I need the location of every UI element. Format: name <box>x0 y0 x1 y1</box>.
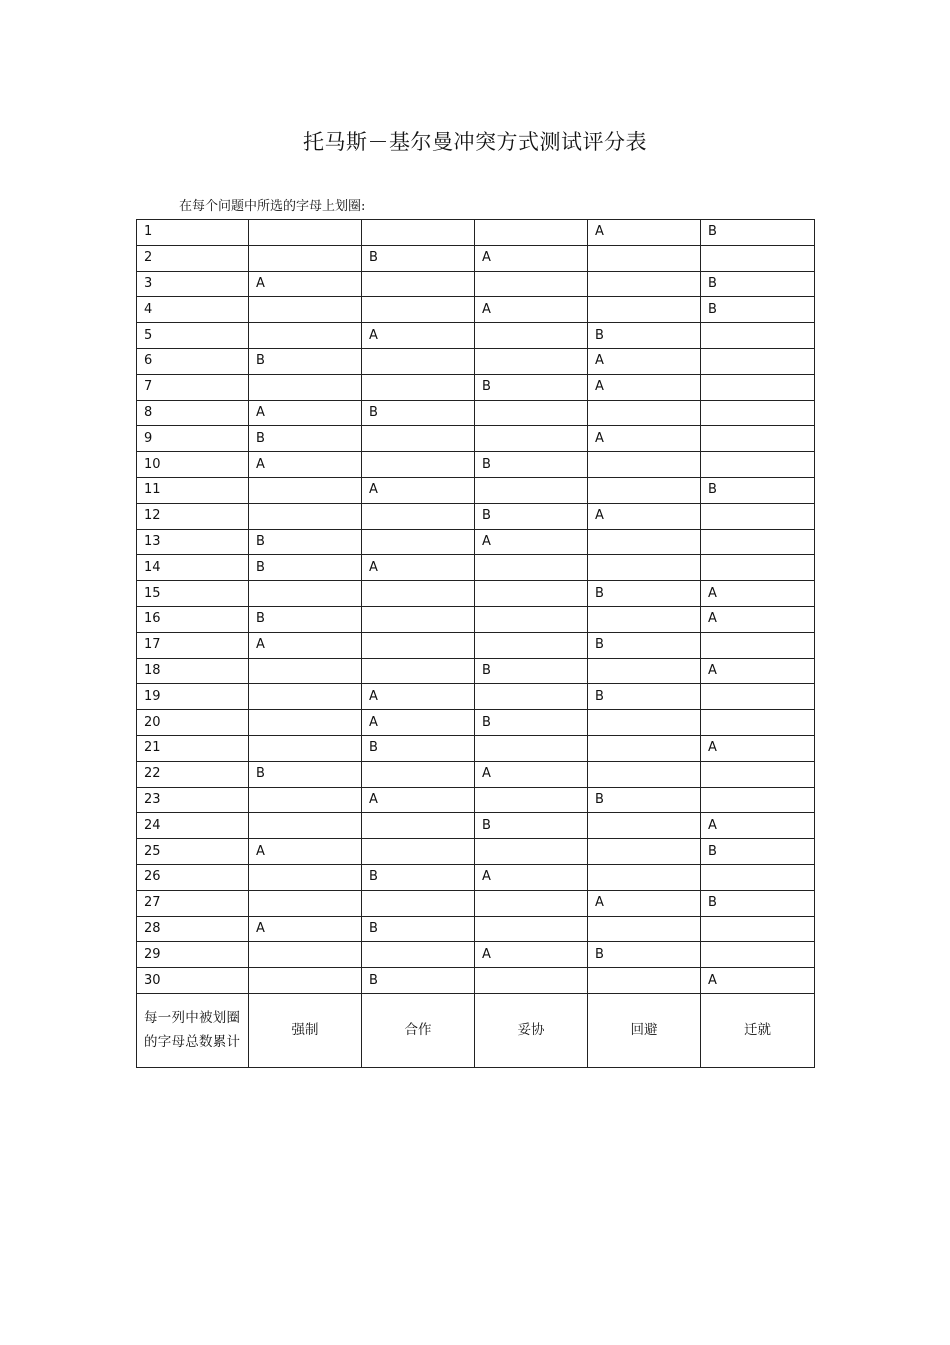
answer-letter-cell <box>249 658 362 684</box>
answer-letter-cell: A <box>588 426 701 452</box>
answer-letter-cell <box>588 916 701 942</box>
answer-letter-cell <box>701 787 815 813</box>
answer-letter-cell: A <box>588 374 701 400</box>
answer-letter-cell: B <box>249 426 362 452</box>
answer-letter-cell <box>701 348 815 374</box>
table-row <box>137 839 815 865</box>
conflict-mode-label: 妥协 <box>475 993 588 1067</box>
question-number-cell: 7 <box>137 374 249 400</box>
answer-letter-cell <box>475 787 588 813</box>
answer-letter-cell: B <box>475 813 588 839</box>
answer-letter-cell <box>362 942 475 968</box>
question-number-cell: 14 <box>137 555 249 581</box>
answer-letter-cell: A <box>249 452 362 478</box>
answer-letter-cell <box>475 916 588 942</box>
answer-letter-cell <box>362 813 475 839</box>
answer-letter-cell <box>701 761 815 787</box>
answer-letter-cell: A <box>701 581 815 607</box>
question-number-cell: 19 <box>137 684 249 710</box>
answer-letter-cell <box>475 271 588 297</box>
answer-letter-cell <box>475 477 588 503</box>
answer-letter-cell: B <box>475 452 588 478</box>
answer-letter-cell <box>362 890 475 916</box>
answer-letter-cell: B <box>362 968 475 994</box>
answer-letter-cell <box>249 374 362 400</box>
table-row <box>137 658 815 684</box>
answer-letter-cell: A <box>588 503 701 529</box>
answer-letter-cell: B <box>701 271 815 297</box>
table-row <box>137 735 815 761</box>
answer-letter-cell <box>475 323 588 349</box>
answer-letter-cell <box>249 220 362 246</box>
answer-letter-cell <box>362 529 475 555</box>
answer-letter-cell <box>362 374 475 400</box>
table-row <box>137 477 815 503</box>
answer-letter-cell: A <box>362 555 475 581</box>
question-number-cell: 3 <box>137 271 249 297</box>
answer-letter-cell: A <box>701 658 815 684</box>
question-number-cell: 12 <box>137 503 249 529</box>
answer-letter-cell <box>362 839 475 865</box>
answer-letter-cell <box>362 220 475 246</box>
answer-letter-cell: B <box>249 606 362 632</box>
table-row <box>137 890 815 916</box>
answer-letter-cell <box>701 503 815 529</box>
answer-letter-cell <box>249 942 362 968</box>
answer-letter-cell: B <box>701 220 815 246</box>
answer-letter-cell <box>701 864 815 890</box>
answer-letter-cell: A <box>475 864 588 890</box>
answer-letter-cell: A <box>249 632 362 658</box>
table-row <box>137 555 815 581</box>
answer-letter-cell: B <box>362 735 475 761</box>
answer-letter-cell: B <box>475 503 588 529</box>
answer-letter-cell: B <box>249 348 362 374</box>
answer-letter-cell <box>362 503 475 529</box>
question-number-cell: 30 <box>137 968 249 994</box>
table-row <box>137 813 815 839</box>
answer-letter-cell <box>249 787 362 813</box>
question-number-cell: 24 <box>137 813 249 839</box>
answer-letter-cell <box>249 890 362 916</box>
answer-letter-cell <box>588 297 701 323</box>
conflict-mode-label: 迁就 <box>701 993 815 1067</box>
answer-letter-cell <box>249 477 362 503</box>
answer-letter-cell: A <box>588 890 701 916</box>
answer-letter-cell: A <box>249 400 362 426</box>
table-row <box>137 916 815 942</box>
answer-letter-cell: B <box>362 400 475 426</box>
answer-letter-cell: B <box>249 761 362 787</box>
question-number-cell: 28 <box>137 916 249 942</box>
answer-letter-cell <box>249 710 362 736</box>
answer-letter-cell <box>701 374 815 400</box>
answer-letter-cell <box>701 916 815 942</box>
table-row <box>137 245 815 271</box>
answer-letter-cell: A <box>475 761 588 787</box>
table-row <box>137 400 815 426</box>
answer-letter-cell <box>362 658 475 684</box>
answer-letter-cell <box>362 426 475 452</box>
answer-letter-cell <box>701 632 815 658</box>
question-number-cell: 8 <box>137 400 249 426</box>
answer-letter-cell: A <box>588 220 701 246</box>
answer-letter-cell: B <box>701 297 815 323</box>
question-number-cell: 6 <box>137 348 249 374</box>
answer-letter-cell <box>701 452 815 478</box>
answer-letter-cell <box>249 813 362 839</box>
table-row <box>137 864 815 890</box>
answer-letter-cell: A <box>701 968 815 994</box>
table-row <box>137 606 815 632</box>
answer-letter-cell: B <box>588 684 701 710</box>
answer-letter-cell: A <box>362 477 475 503</box>
table-row <box>137 452 815 478</box>
answer-letter-cell <box>475 890 588 916</box>
answer-letter-cell <box>588 864 701 890</box>
answer-letter-cell: B <box>701 890 815 916</box>
table-row <box>137 374 815 400</box>
summary-row <box>137 993 815 1067</box>
instruction-text: 在每个问题中所选的字母上划圈: <box>179 199 366 214</box>
answer-letter-cell: A <box>475 942 588 968</box>
answer-letter-cell <box>362 761 475 787</box>
answer-letter-cell <box>701 323 815 349</box>
question-number-cell: 23 <box>137 787 249 813</box>
question-number-cell: 21 <box>137 735 249 761</box>
answer-letter-cell <box>249 864 362 890</box>
answer-letter-cell: A <box>701 606 815 632</box>
conflict-mode-label: 强制 <box>249 993 362 1067</box>
answer-letter-cell <box>475 968 588 994</box>
score-table <box>136 219 815 1068</box>
answer-letter-cell <box>701 245 815 271</box>
table-row <box>137 323 815 349</box>
table-row <box>137 503 815 529</box>
answer-letter-cell <box>588 245 701 271</box>
answer-letter-cell: A <box>701 813 815 839</box>
answer-letter-cell <box>475 735 588 761</box>
answer-letter-cell: A <box>362 323 475 349</box>
answer-letter-cell <box>475 220 588 246</box>
answer-letter-cell: A <box>362 787 475 813</box>
table-row <box>137 529 815 555</box>
answer-letter-cell: B <box>701 477 815 503</box>
answer-letter-cell: A <box>701 735 815 761</box>
answer-letter-cell: B <box>475 710 588 736</box>
answer-letter-cell <box>701 710 815 736</box>
question-number-cell: 9 <box>137 426 249 452</box>
answer-letter-cell <box>588 529 701 555</box>
question-number-cell: 4 <box>137 297 249 323</box>
answer-letter-cell: A <box>362 684 475 710</box>
answer-letter-cell <box>362 271 475 297</box>
answer-letter-cell <box>701 942 815 968</box>
question-number-cell: 10 <box>137 452 249 478</box>
table-row <box>137 297 815 323</box>
answer-letter-cell <box>249 581 362 607</box>
answer-letter-cell <box>362 581 475 607</box>
answer-letter-cell <box>249 297 362 323</box>
question-number-cell: 22 <box>137 761 249 787</box>
answer-letter-cell <box>362 606 475 632</box>
answer-letter-cell <box>362 452 475 478</box>
answer-letter-cell <box>249 323 362 349</box>
answer-letter-cell <box>588 839 701 865</box>
table-row <box>137 942 815 968</box>
answer-letter-cell <box>475 839 588 865</box>
question-number-cell: 25 <box>137 839 249 865</box>
answer-letter-cell: B <box>362 916 475 942</box>
question-number-cell: 17 <box>137 632 249 658</box>
answer-letter-cell <box>701 529 815 555</box>
answer-letter-cell: A <box>475 529 588 555</box>
answer-letter-cell: B <box>362 864 475 890</box>
answer-letter-cell <box>362 348 475 374</box>
table-row <box>137 710 815 736</box>
table-row <box>137 968 815 994</box>
answer-letter-cell: B <box>249 529 362 555</box>
answer-letter-cell <box>588 968 701 994</box>
answer-letter-cell: A <box>475 297 588 323</box>
answer-letter-cell <box>249 503 362 529</box>
table-row <box>137 632 815 658</box>
answer-letter-cell: A <box>475 245 588 271</box>
answer-letter-cell: B <box>249 555 362 581</box>
answer-letter-cell <box>475 426 588 452</box>
answer-letter-cell <box>588 658 701 684</box>
table-row <box>137 787 815 813</box>
answer-letter-cell <box>475 684 588 710</box>
answer-letter-cell <box>475 555 588 581</box>
answer-letter-cell <box>701 684 815 710</box>
answer-letter-cell: B <box>588 942 701 968</box>
question-number-cell: 27 <box>137 890 249 916</box>
answer-letter-cell <box>249 245 362 271</box>
answer-letter-cell: B <box>701 839 815 865</box>
answer-letter-cell <box>249 735 362 761</box>
answer-letter-cell <box>701 426 815 452</box>
answer-letter-cell <box>475 348 588 374</box>
question-number-cell: 13 <box>137 529 249 555</box>
question-number-cell: 26 <box>137 864 249 890</box>
table-row <box>137 684 815 710</box>
table-row <box>137 348 815 374</box>
conflict-mode-label: 回避 <box>588 993 701 1067</box>
answer-letter-cell <box>475 581 588 607</box>
answer-letter-cell <box>588 452 701 478</box>
score-table-body <box>137 220 815 1068</box>
answer-letter-cell: B <box>588 787 701 813</box>
answer-letter-cell: A <box>588 348 701 374</box>
table-row <box>137 761 815 787</box>
answer-letter-cell <box>588 761 701 787</box>
answer-letter-cell: B <box>588 632 701 658</box>
question-number-cell: 5 <box>137 323 249 349</box>
answer-letter-cell: B <box>475 374 588 400</box>
answer-letter-cell <box>475 606 588 632</box>
question-number-cell: 15 <box>137 581 249 607</box>
table-row <box>137 426 815 452</box>
question-number-cell: 18 <box>137 658 249 684</box>
answer-letter-cell <box>475 400 588 426</box>
answer-letter-cell: A <box>249 271 362 297</box>
question-number-cell: 2 <box>137 245 249 271</box>
answer-letter-cell <box>362 632 475 658</box>
answer-letter-cell <box>362 297 475 323</box>
answer-letter-cell: B <box>475 658 588 684</box>
answer-letter-cell <box>475 632 588 658</box>
answer-letter-cell <box>701 400 815 426</box>
answer-letter-cell <box>588 400 701 426</box>
page-title: 托马斯－基尔曼冲突方式测试评分表 <box>303 130 647 154</box>
answer-letter-cell: B <box>362 245 475 271</box>
summary-label: 每一列中被划圈的字母总数累计 <box>137 993 249 1067</box>
question-number-cell: 20 <box>137 710 249 736</box>
answer-letter-cell <box>588 555 701 581</box>
answer-letter-cell <box>588 735 701 761</box>
answer-letter-cell <box>701 555 815 581</box>
answer-letter-cell <box>588 271 701 297</box>
answer-letter-cell <box>249 968 362 994</box>
answer-letter-cell <box>588 710 701 736</box>
question-number-cell: 29 <box>137 942 249 968</box>
table-row <box>137 271 815 297</box>
table-row <box>137 220 815 246</box>
answer-letter-cell <box>249 684 362 710</box>
answer-letter-cell: A <box>249 839 362 865</box>
answer-letter-cell: B <box>588 581 701 607</box>
answer-letter-cell: A <box>249 916 362 942</box>
question-number-cell: 1 <box>137 220 249 246</box>
conflict-mode-label: 合作 <box>362 993 475 1067</box>
table-row <box>137 581 815 607</box>
question-number-cell: 11 <box>137 477 249 503</box>
answer-letter-cell <box>588 813 701 839</box>
answer-letter-cell: A <box>362 710 475 736</box>
answer-letter-cell: B <box>588 323 701 349</box>
question-number-cell: 16 <box>137 606 249 632</box>
answer-letter-cell <box>588 477 701 503</box>
answer-letter-cell <box>588 606 701 632</box>
